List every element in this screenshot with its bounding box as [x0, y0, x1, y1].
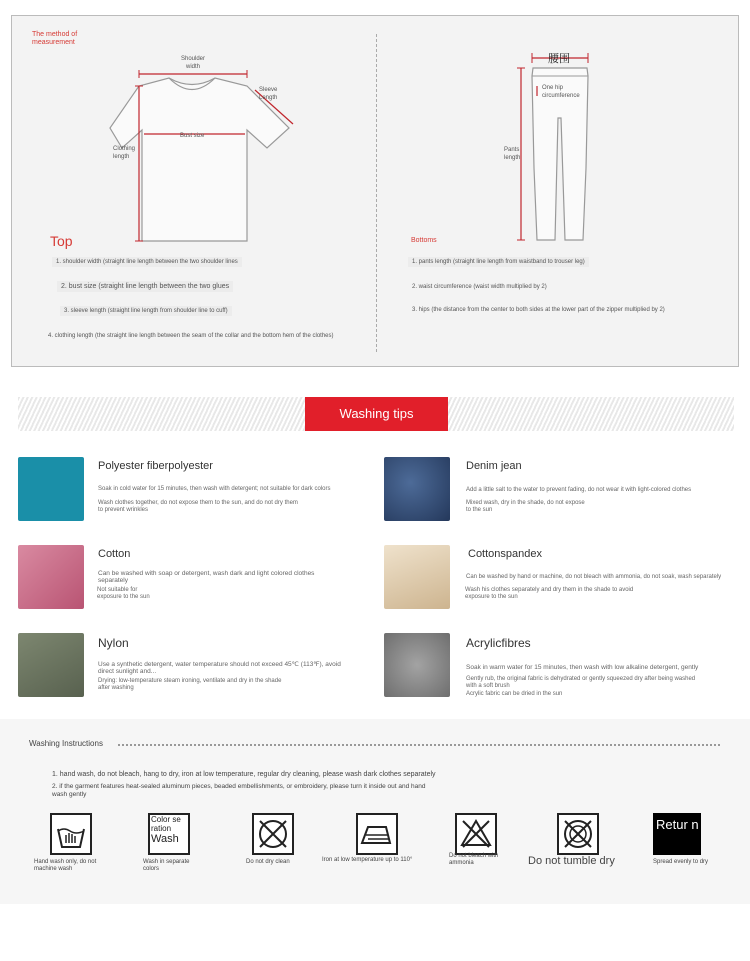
fabric-desc: Soak in cold water for 15 minutes, then wash with detergent; not suitable for dark colors [98, 486, 331, 492]
clothing-label: Clothing length [113, 146, 136, 160]
hip-label: One hip circumference [542, 85, 580, 99]
fabric-desc: Can be washed by hand or machine, do not bleach with ammonia, do not soak, wash separately [466, 574, 722, 580]
sleeve-label: Sleeve Length [259, 87, 278, 101]
do-not-dry-clean-icon [252, 813, 294, 855]
waist-label: 腰围 [548, 53, 570, 65]
fabric-swatch [384, 633, 450, 697]
fabric-desc: Wash his clothes separately and dry them in the shade to avoid exposure to the sun [465, 587, 634, 600]
top-line-1: 1. shoulder width (straight line length between the two shoulder lines [52, 257, 242, 267]
fabric-name: Cotton [98, 548, 131, 560]
shoulder-label: Shoulder width [180, 56, 206, 70]
fabric-swatch [384, 457, 450, 521]
bottoms-line-1: 1. pants length (straight line length from waistband to trouser leg) [408, 257, 589, 267]
fabric-desc: Wash clothes together, do not expose them to the sun, and do not dry them to prevent wrinkles [98, 500, 298, 513]
fabric-name: Acrylicfibres [466, 636, 531, 650]
do-not-bleach-icon [455, 813, 497, 855]
fabric-desc: Use a synthetic detergent, water temperature should not exceed 45℃ (113℉), avoid direct sunlight and... [98, 661, 341, 675]
fabric-swatch [384, 545, 450, 609]
care-caption: Iron at low temperature up to 110° [322, 857, 413, 863]
fabric-desc: Can be washed with soap or detergent, wash dark and light colored clothes separately [98, 570, 315, 584]
fabric-acrylic [384, 633, 724, 699]
return-icon [653, 813, 701, 855]
care-caption: Do not tumble dry [528, 855, 615, 867]
care-caption: Hand wash only, do not machine wash [34, 859, 97, 872]
washing-tips-title: Washing tips [305, 397, 448, 431]
care-caption: Do not bleach with ammonia [449, 853, 499, 866]
fabric-cottonspandex [384, 545, 724, 611]
fabric-desc: Mixed wash, dry in the shade, do not expose to the sun [466, 500, 585, 513]
fabric-polyester [18, 457, 358, 523]
return-label: Retur n [656, 817, 699, 832]
fabric-name: Denim jean [466, 460, 522, 472]
measurement-panel [11, 15, 739, 367]
fabric-swatch [18, 633, 84, 697]
washing-instructions [0, 719, 750, 904]
instructions-title: Washing Instructions [29, 739, 103, 748]
top-line-2: 2. bust size (straight line length between the two glues [57, 281, 233, 292]
care-caption: Do not dry clean [246, 859, 290, 865]
color-label: Color se ration [151, 815, 181, 833]
fabric-desc: Acrylic fabric can be dried in the sun [466, 691, 563, 697]
fabric-desc: Soak in warm water for 15 minutes, then wash with low alkaline detergent, gently [466, 664, 699, 671]
iron-low-icon [356, 813, 398, 855]
fabric-cotton [18, 545, 358, 611]
top-title: Top [50, 233, 73, 249]
fabric-desc: Drying: low-temperature steam ironing, ventilate and dry in the shade after washing [98, 678, 282, 691]
fabric-desc: Add a little salt to the water to prevent fading, do not wear it with light-colored clothes [466, 487, 692, 493]
bottoms-title: Bottoms [411, 237, 437, 244]
wash-label: Wash [151, 833, 179, 845]
fabric-denim [384, 457, 724, 523]
instruction-line-1: 1. hand wash, do not bleach, hang to dry, iron at low temperature, regular dry cleaning, please wash dark clothes separately [52, 771, 436, 778]
fabric-swatch [18, 545, 84, 609]
washing-tips-banner [18, 397, 734, 431]
dotted-rule [118, 744, 720, 746]
care-caption: Spread evenly to dry [653, 859, 709, 865]
care-caption: Wash in separate colors [143, 859, 190, 872]
hand-wash-icon [50, 813, 92, 855]
bottoms-line-2: 2. waist circumference (waist width multiplied by 2) [412, 284, 547, 290]
instruction-line-2: 2. if the garment features heat-sealed aluminum pieces, beaded embellishments, or embroidery, please turn it inside out and hand wash gently [52, 783, 426, 798]
panel-divider [376, 34, 377, 352]
fabric-name: Nylon [98, 636, 129, 650]
fabric-name: Cottonspandex [468, 548, 542, 560]
fabric-swatch [18, 457, 84, 521]
wash-separately-icon [148, 813, 190, 855]
fabric-name: Polyester fiberpolyester [98, 460, 213, 472]
bust-label: Bust size [180, 133, 205, 139]
top-line-3: 3. sleeve length (straight line length from shoulder line to cuff) [60, 306, 232, 316]
fabric-desc: Not suitable for exposure to the sun [97, 587, 150, 600]
bottoms-line-3: 3. hips (the distance from the center to both sides at the lower part of the zipper multiplied by 2) [412, 307, 665, 313]
do-not-tumble-dry-icon [557, 813, 599, 855]
method-title: The method of measurement [32, 31, 78, 46]
fabric-nylon [18, 633, 358, 699]
fabric-desc: Gently rub, the original fabric is dehydrated or gently squeezed dry after being washed with a soft brush [466, 676, 696, 689]
pants-length-label: Pants length [504, 147, 521, 161]
top-line-4: 4. clothing length (the straight line length between the seam of the collar and the bottom hem of the clothes) [48, 333, 334, 339]
